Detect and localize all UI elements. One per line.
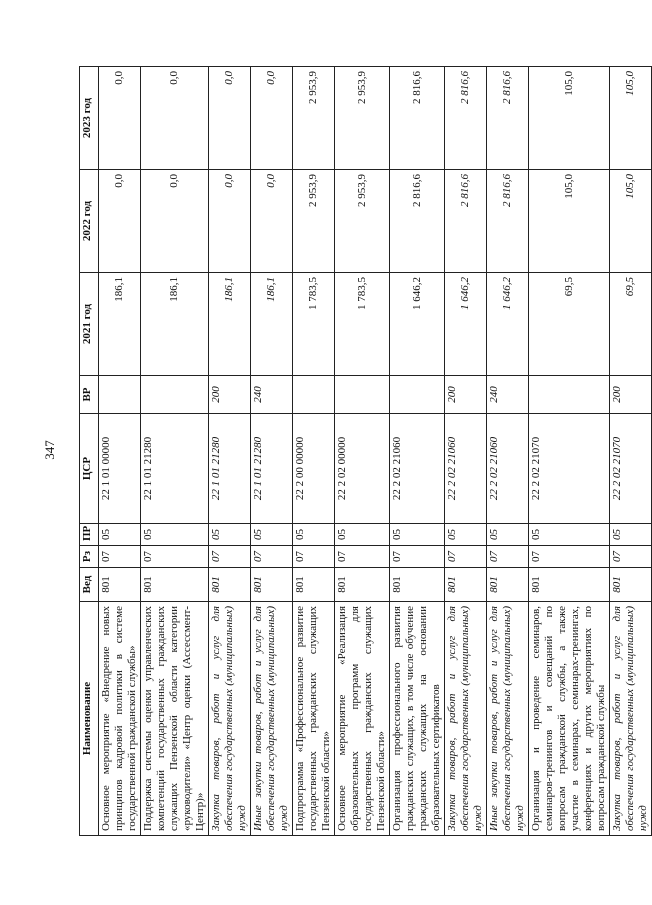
cell-ved: 801 xyxy=(487,568,529,602)
cell-2021: 69,5 xyxy=(529,273,610,376)
cell-rz: 07 xyxy=(529,546,610,568)
cell-rz: 07 xyxy=(251,546,293,568)
cell-name: Иные закупки товаров, работ и услуг для обеспечения государственных (муниципальных) нужд xyxy=(487,602,529,836)
cell-csr: 22 2 02 00000 xyxy=(335,414,390,524)
cell-csr: 22 2 02 21070 xyxy=(529,414,610,524)
table-row xyxy=(251,67,293,836)
cell-rz: 07 xyxy=(487,546,529,568)
cell-2021: 1 646,2 xyxy=(487,273,529,376)
cell-2022: 0,0 xyxy=(209,170,251,273)
header-2021: 2021 год xyxy=(80,273,99,376)
cell-pr: 05 xyxy=(529,524,610,546)
budget-table xyxy=(79,66,652,836)
header-vr: ВР xyxy=(80,376,99,414)
table-row xyxy=(390,67,445,836)
cell-2022: 0,0 xyxy=(99,170,141,273)
cell-vr xyxy=(293,376,335,414)
table-row xyxy=(99,67,141,836)
cell-2022: 105,0 xyxy=(529,170,610,273)
cell-csr: 22 1 01 21280 xyxy=(141,414,209,524)
cell-2021: 186,1 xyxy=(99,273,141,376)
cell-vr: 200 xyxy=(209,376,251,414)
cell-name: Организация профессионального развития гражданских служащих, в том числе обучение гражданских служащих на основании образовательных сертификатов xyxy=(390,602,445,836)
cell-rz: 07 xyxy=(99,546,141,568)
cell-vr: 200 xyxy=(610,376,652,414)
cell-2023: 2 816,6 xyxy=(390,67,445,170)
cell-name: Основное мероприятие «Внедрение новых принципов кадровой политики в системе государственной гражданской службы» xyxy=(99,602,141,836)
cell-ved: 801 xyxy=(390,568,445,602)
cell-rz: 07 xyxy=(610,546,652,568)
cell-2021: 1 646,2 xyxy=(445,273,487,376)
cell-2021: 69,5 xyxy=(610,273,652,376)
cell-2022: 2 953,9 xyxy=(335,170,390,273)
table-row xyxy=(487,67,529,836)
cell-vr: 240 xyxy=(251,376,293,414)
table-row xyxy=(335,67,390,836)
cell-vr xyxy=(99,376,141,414)
table-row xyxy=(141,67,209,836)
header-csr: ЦСР xyxy=(80,414,99,524)
cell-pr: 05 xyxy=(610,524,652,546)
cell-csr: 22 2 02 21060 xyxy=(445,414,487,524)
cell-pr: 05 xyxy=(445,524,487,546)
cell-2021: 1 783,5 xyxy=(293,273,335,376)
cell-rz: 07 xyxy=(293,546,335,568)
cell-ved: 801 xyxy=(445,568,487,602)
cell-2022: 2 816,6 xyxy=(445,170,487,273)
rotated-table-container xyxy=(79,66,649,836)
table-row xyxy=(445,67,487,836)
cell-pr: 05 xyxy=(251,524,293,546)
cell-csr: 22 2 02 21070 xyxy=(610,414,652,524)
cell-2021: 1 646,2 xyxy=(390,273,445,376)
header-pr: ПР xyxy=(80,524,99,546)
cell-2023: 2 953,9 xyxy=(293,67,335,170)
cell-2022: 2 816,6 xyxy=(487,170,529,273)
cell-2021: 186,1 xyxy=(251,273,293,376)
cell-2023: 105,0 xyxy=(529,67,610,170)
cell-name: Закупка товаров, работ и услуг для обеспечения государственных (муниципальных) нужд xyxy=(209,602,251,836)
cell-rz: 07 xyxy=(390,546,445,568)
cell-2021: 186,1 xyxy=(141,273,209,376)
cell-ved: 801 xyxy=(293,568,335,602)
cell-2022: 105,0 xyxy=(610,170,652,273)
cell-rz: 07 xyxy=(141,546,209,568)
cell-ved: 801 xyxy=(610,568,652,602)
page-number: 347 xyxy=(41,440,57,460)
cell-pr: 05 xyxy=(390,524,445,546)
cell-name: Поддержка системы оценки управленческих компетенций государственных гражданских служащих Пензенской области категории «руководители» «Центр оценки (Ассессмент-Центр)» xyxy=(141,602,209,836)
cell-2023: 2 816,6 xyxy=(445,67,487,170)
table-row xyxy=(209,67,251,836)
cell-vr: 200 xyxy=(445,376,487,414)
cell-2023: 2 953,9 xyxy=(335,67,390,170)
table-row xyxy=(293,67,335,836)
cell-2023: 0,0 xyxy=(209,67,251,170)
cell-pr: 05 xyxy=(141,524,209,546)
cell-vr xyxy=(141,376,209,414)
cell-2022: 2 816,6 xyxy=(390,170,445,273)
cell-2023: 105,0 xyxy=(610,67,652,170)
table-header-row xyxy=(80,67,99,836)
cell-vr xyxy=(529,376,610,414)
cell-vr xyxy=(335,376,390,414)
cell-rz: 07 xyxy=(445,546,487,568)
cell-ved: 801 xyxy=(335,568,390,602)
header-rz: Рз xyxy=(80,546,99,568)
header-2022: 2022 год xyxy=(80,170,99,273)
cell-ved: 801 xyxy=(529,568,610,602)
header-ved: Вед xyxy=(80,568,99,602)
cell-2021: 1 783,5 xyxy=(335,273,390,376)
cell-2022: 0,0 xyxy=(251,170,293,273)
cell-2023: 0,0 xyxy=(99,67,141,170)
cell-csr: 22 2 02 21060 xyxy=(390,414,445,524)
cell-ved: 801 xyxy=(99,568,141,602)
cell-csr: 22 1 01 00000 xyxy=(99,414,141,524)
cell-name: Основное мероприятие «Реализация образовательных программ для государственных гражданских служащих Пензенской области» xyxy=(335,602,390,836)
cell-csr: 22 1 01 21280 xyxy=(251,414,293,524)
cell-pr: 05 xyxy=(335,524,390,546)
table-row xyxy=(529,67,610,836)
cell-2023: 0,0 xyxy=(251,67,293,170)
cell-vr xyxy=(390,376,445,414)
cell-2021: 186,1 xyxy=(209,273,251,376)
cell-ved: 801 xyxy=(141,568,209,602)
cell-vr: 240 xyxy=(487,376,529,414)
cell-ved: 801 xyxy=(251,568,293,602)
table-row xyxy=(610,67,652,836)
header-2023: 2023 год xyxy=(80,67,99,170)
cell-csr: 22 1 01 21280 xyxy=(209,414,251,524)
cell-name: Организация и проведение семинаров, семинаров-тренингов и совещаний по вопросам гражданской службы, а также участие в семинарах, семинарах-тренингах, конференциях и других мероприятиях по вопросам гражданской службы xyxy=(529,602,610,836)
cell-rz: 07 xyxy=(335,546,390,568)
cell-pr: 05 xyxy=(99,524,141,546)
cell-name: Иные закупки товаров, работ и услуг для обеспечения государственных (муниципальных) нужд xyxy=(251,602,293,836)
cell-pr: 05 xyxy=(209,524,251,546)
cell-2022: 0,0 xyxy=(141,170,209,273)
cell-name: Закупка товаров, работ и услуг для обеспечения государственных (муниципальных) нужд xyxy=(610,602,652,836)
cell-pr: 05 xyxy=(293,524,335,546)
cell-name: Подпрограмма «Профессиональное развитие государственных гражданских служащих Пензенской области» xyxy=(293,602,335,836)
cell-rz: 07 xyxy=(209,546,251,568)
cell-ved: 801 xyxy=(209,568,251,602)
header-name: Наименование xyxy=(80,602,99,836)
cell-name: Закупка товаров, работ и услуг для обеспечения государственных (муниципальных) нужд xyxy=(445,602,487,836)
cell-2023: 2 816,6 xyxy=(487,67,529,170)
cell-csr: 22 2 02 21060 xyxy=(487,414,529,524)
cell-csr: 22 2 00 00000 xyxy=(293,414,335,524)
cell-2023: 0,0 xyxy=(141,67,209,170)
cell-2022: 2 953,9 xyxy=(293,170,335,273)
cell-pr: 05 xyxy=(487,524,529,546)
